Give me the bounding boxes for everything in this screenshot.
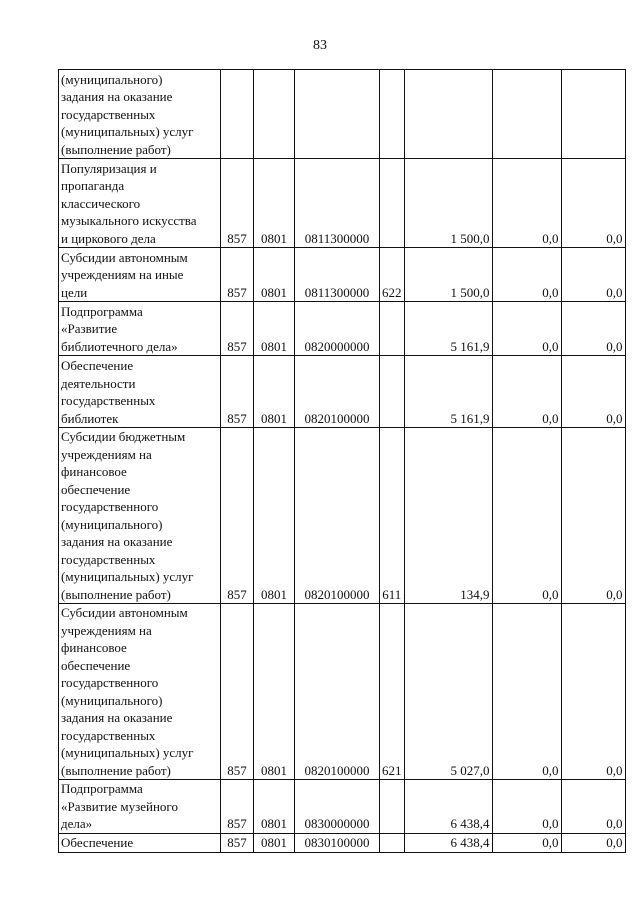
target-code: 0811300000	[295, 248, 380, 302]
target-code: 0820100000	[295, 604, 380, 780]
table-row	[59, 833, 626, 852]
ministry-code: 857	[221, 604, 254, 780]
row-name: Подпрограмма «Развитие музейного дела»	[59, 780, 221, 834]
amount-year-2: 0,0	[492, 159, 561, 248]
expense-type-code: 611	[380, 428, 405, 604]
section-code: 0801	[254, 248, 295, 302]
ministry-code	[221, 70, 254, 159]
section-code: 0801	[254, 302, 295, 356]
amount-year-1: 6 438,4	[404, 833, 492, 852]
expense-type-code: 622	[380, 248, 405, 302]
amount-year-3	[561, 70, 625, 159]
table-row	[59, 302, 626, 356]
amount-year-3: 0,0	[561, 159, 625, 248]
table-row	[59, 356, 626, 428]
budget-table	[58, 69, 626, 853]
section-code	[254, 70, 295, 159]
amount-year-1: 6 438,4	[404, 780, 492, 834]
amount-year-3: 0,0	[561, 780, 625, 834]
amount-year-1: 1 500,0	[404, 159, 492, 248]
ministry-code: 857	[221, 356, 254, 428]
amount-year-1	[404, 70, 492, 159]
amount-year-2	[492, 70, 561, 159]
target-code: 0820100000	[295, 356, 380, 428]
amount-year-2: 0,0	[492, 248, 561, 302]
table-row	[59, 604, 626, 780]
section-code: 0801	[254, 356, 295, 428]
table-row	[59, 248, 626, 302]
amount-year-1: 5 027,0	[404, 604, 492, 780]
target-code: 0820100000	[295, 428, 380, 604]
amount-year-3: 0,0	[561, 428, 625, 604]
target-code: 0820000000	[295, 302, 380, 356]
expense-type-code	[380, 780, 405, 834]
table-row	[59, 428, 626, 604]
amount-year-1: 1 500,0	[404, 248, 492, 302]
amount-year-1: 5 161,9	[404, 302, 492, 356]
target-code	[295, 70, 380, 159]
row-name: Субсидии автономным учреждениям на финансовое обеспечение государственного (муниципального) задания на оказание государственных (муниципальных) услуг (выполнение работ)	[59, 604, 221, 780]
section-code: 0801	[254, 833, 295, 852]
expense-type-code	[380, 356, 405, 428]
amount-year-2: 0,0	[492, 780, 561, 834]
amount-year-3: 0,0	[561, 302, 625, 356]
ministry-code: 857	[221, 833, 254, 852]
row-name: Обеспечение	[59, 833, 221, 852]
target-code: 0830100000	[295, 833, 380, 852]
amount-year-2: 0,0	[492, 356, 561, 428]
row-name: Субсидии автономным учреждениям на иные цели	[59, 248, 221, 302]
row-name: (муниципального) задания на оказание государственных (муниципальных) услуг (выполнение работ)	[59, 70, 221, 159]
target-code: 0830000000	[295, 780, 380, 834]
table-row	[59, 70, 626, 159]
ministry-code: 857	[221, 159, 254, 248]
table-row	[59, 159, 626, 248]
ministry-code: 857	[221, 780, 254, 834]
section-code: 0801	[254, 604, 295, 780]
ministry-code: 857	[221, 302, 254, 356]
amount-year-2: 0,0	[492, 833, 561, 852]
row-name: Подпрограмма «Развитие библиотечного дела»	[59, 302, 221, 356]
expense-type-code: 621	[380, 604, 405, 780]
ministry-code: 857	[221, 428, 254, 604]
expense-type-code	[380, 70, 405, 159]
amount-year-3: 0,0	[561, 248, 625, 302]
row-name: Субсидии бюджетным учреждениям на финансовое обеспечение государственного (муниципального) задания на оказание государственных (муниципальных) услуг (выполнение работ)	[59, 428, 221, 604]
section-code: 0801	[254, 428, 295, 604]
section-code: 0801	[254, 159, 295, 248]
expense-type-code	[380, 302, 405, 356]
amount-year-2: 0,0	[492, 428, 561, 604]
section-code: 0801	[254, 780, 295, 834]
expense-type-code	[380, 833, 405, 852]
ministry-code: 857	[221, 248, 254, 302]
amount-year-1: 134,9	[404, 428, 492, 604]
row-name: Обеспечение деятельности государственных библиотек	[59, 356, 221, 428]
amount-year-3: 0,0	[561, 833, 625, 852]
table-row	[59, 780, 626, 834]
page-number: 83	[313, 38, 327, 53]
expense-type-code	[380, 159, 405, 248]
row-name: Популяризация и пропаганда классического музыкального искусства и циркового дела	[59, 159, 221, 248]
amount-year-2: 0,0	[492, 604, 561, 780]
target-code: 0811300000	[295, 159, 380, 248]
amount-year-1: 5 161,9	[404, 356, 492, 428]
amount-year-2: 0,0	[492, 302, 561, 356]
amount-year-3: 0,0	[561, 604, 625, 780]
amount-year-3: 0,0	[561, 356, 625, 428]
